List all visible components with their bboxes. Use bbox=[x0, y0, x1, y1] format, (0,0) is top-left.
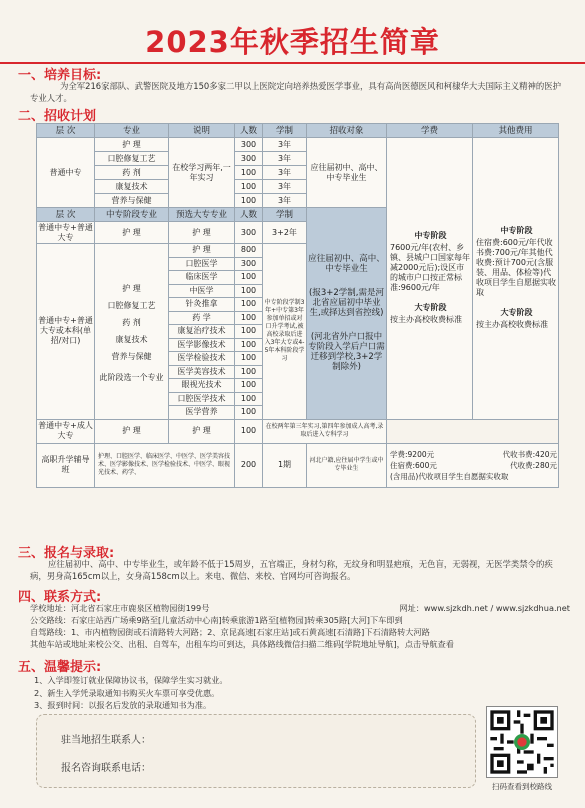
major-item: 康复技术 bbox=[115, 334, 148, 344]
tuition-head: 中专阶段 bbox=[414, 231, 447, 241]
pre-cell: 口腔医学 bbox=[169, 257, 235, 271]
level-cell: 普通中专+普通大专 bbox=[38, 222, 93, 242]
header-cell: 人数 bbox=[235, 124, 263, 138]
bus-route: 公交路线：石家庄站西广场乘9路至[儿童活动中心南]转乘旅游1路至[植物园]转乘305路[大河]下车即到 bbox=[30, 615, 403, 625]
pre-cell: 针灸推拿 bbox=[169, 298, 235, 312]
count-cell: 100 bbox=[235, 311, 263, 325]
count-cell: 100 bbox=[235, 325, 263, 339]
table-row bbox=[37, 419, 559, 443]
count-cell: 100 bbox=[235, 406, 263, 420]
combo-majors-cell bbox=[95, 244, 169, 420]
major-cell: 药 剂 bbox=[95, 166, 169, 180]
gaozhi-fee-2: 住宿费:600元 bbox=[390, 460, 437, 470]
pre-cell: 中医学 bbox=[169, 284, 235, 298]
gaozhi-fee-4: 代收费:280元 bbox=[510, 460, 557, 470]
table-header-1 bbox=[37, 124, 559, 138]
count-cell: 100 bbox=[235, 392, 263, 406]
count-cell: 100 bbox=[235, 284, 263, 298]
count-cell: 100 bbox=[235, 352, 263, 366]
count-cell: 100 bbox=[235, 419, 263, 443]
years-cell: 3年 bbox=[263, 152, 307, 166]
section3-text: 应往届初中、高中、中专毕业生，或年龄不低于15周岁，五官端正，身材匀称，无纹身和明显疤痕，无色盲，无弱视，无医学类禁令的疾病，男身高165cm以上，女身高158cm以上。来电、微信、来校、官网均可咨询报名。 bbox=[30, 559, 553, 581]
blank-cell bbox=[387, 419, 559, 443]
count-cell: 100 bbox=[235, 194, 263, 208]
target-cell-2 bbox=[307, 208, 387, 420]
target-cell: 应往届初中、高中、中专毕业生 bbox=[307, 138, 387, 208]
other-head-2: 大专阶段 bbox=[500, 308, 533, 318]
count-cell: 800 bbox=[235, 244, 263, 258]
tuition-head-2: 大专阶段 bbox=[414, 303, 447, 313]
major-cell: 护 理 bbox=[95, 419, 169, 443]
pre-cell: 眼视光技术 bbox=[169, 379, 235, 393]
local-contact-label: 驻当地招生联系人： bbox=[61, 735, 151, 746]
tips-list bbox=[34, 674, 228, 712]
count-cell: 300 bbox=[235, 152, 263, 166]
header-cell: 招收对象 bbox=[307, 124, 387, 138]
gaozhi-fee-5: (含用品)代收项目学生自愿据实收取 bbox=[390, 471, 509, 481]
major-cell: 口腔修复工艺 bbox=[95, 152, 169, 166]
header-cell: 学制 bbox=[263, 208, 307, 222]
other-route: 其他车站或地址来校公交、出租、自驾车，出租车均可到达，具体路线微信扫描二维码[学院地址导航]，点击导航查看 bbox=[30, 639, 454, 649]
pre-cell: 护 理 bbox=[169, 222, 235, 244]
combo-years-cell: 中专阶段学制3年+中专第3年参加单招或对口升学考试,被高校录取后进入3年大专或4-5年本科阶段学习 bbox=[263, 244, 307, 420]
pre-cell: 医学营养 bbox=[169, 406, 235, 420]
header-cell: 人数 bbox=[235, 208, 263, 222]
years-cell: 3+2年 bbox=[263, 222, 307, 244]
other-text: 住宿费:600元/年代收书费:700元/年其他代收费:预计700元(含服装、用品、体检等)代收项目学生自愿据实收取 bbox=[476, 238, 556, 298]
major-item: 口腔修复工艺 bbox=[107, 300, 156, 310]
header-cell: 预选大专专业 bbox=[169, 208, 235, 222]
tuition-text-2: 按主办高校收费标准 bbox=[390, 315, 462, 325]
years-cell: 1期 bbox=[263, 443, 307, 487]
count-cell: 300 bbox=[235, 257, 263, 271]
count-cell: 100 bbox=[235, 298, 263, 312]
major-item: 营养与保健 bbox=[111, 351, 152, 361]
level-cell: 高职升学辅导班 bbox=[37, 443, 95, 487]
header-cell: 层 次 bbox=[37, 124, 95, 138]
major-cell: 康复技术 bbox=[95, 180, 169, 194]
combo-note: 此阶段选一个专业 bbox=[99, 372, 164, 382]
header-cell: 层 次 bbox=[37, 208, 95, 222]
section3-heading: 三、报名与录取: bbox=[18, 546, 115, 561]
header-cell: 中专阶段专业 bbox=[95, 208, 169, 222]
section4-heading: 四、联系方式: bbox=[18, 590, 102, 605]
tuition-cell bbox=[387, 138, 473, 420]
pre-cell: 医学影像技术 bbox=[169, 338, 235, 352]
note-cell: 在校学习两年,一年实习 bbox=[169, 138, 235, 208]
adult-note-cell: 在校两年第三年实习,第四年参加成人高考,录取后进入专科学习 bbox=[263, 419, 387, 443]
gaozhi-fee-1: 学费:9200元 bbox=[390, 449, 435, 459]
pre-cell: 护 理 bbox=[169, 244, 235, 258]
target-note-1: (报3+2学制,需是河北省应届初中毕业生,或择达到省控线) bbox=[309, 288, 384, 319]
other-fee-cell bbox=[473, 138, 559, 420]
table-row bbox=[37, 138, 559, 152]
pre-cell: 口腔医学技术 bbox=[169, 392, 235, 406]
count-cell: 100 bbox=[235, 180, 263, 194]
target-text: 应往届初中、高中、中专毕业生 bbox=[308, 254, 385, 275]
enrollment-plan-table bbox=[36, 123, 559, 488]
school-website[interactable]: 网址：www.sjzkdh.net / www.sjzkdhua.net bbox=[399, 603, 570, 613]
major-cell: 营养与保健 bbox=[95, 194, 169, 208]
other-head: 中专阶段 bbox=[500, 226, 533, 236]
years-cell: 3年 bbox=[263, 194, 307, 208]
major-item: 药 剂 bbox=[122, 317, 141, 327]
page-title: 2023年秋季招生简章 bbox=[145, 25, 440, 59]
pre-cell: 临床医学 bbox=[169, 271, 235, 285]
count-cell: 200 bbox=[235, 443, 263, 487]
section5-heading: 五、温馨提示: bbox=[18, 660, 102, 675]
years-cell: 3年 bbox=[263, 138, 307, 152]
level-cell: 普通中专+成人大专 bbox=[37, 419, 95, 443]
count-cell: 100 bbox=[235, 338, 263, 352]
major-item: 护 理 bbox=[122, 283, 141, 293]
tip-item: 3、报到时间：以报名后发放的录取通知书为准。 bbox=[34, 700, 212, 710]
tip-item: 1、入学即签订就业保障协议书，保障学生实习就业。 bbox=[34, 675, 228, 685]
count-cell: 300 bbox=[235, 222, 263, 244]
count-cell: 100 bbox=[235, 166, 263, 180]
major-cell: 护 理 bbox=[95, 222, 169, 244]
count-cell: 100 bbox=[235, 379, 263, 393]
tuition-text: 7600元/年(农村、乡镇、县城户口国家每年减2000元后);设区市的城市户口按正常标准:9600元/年 bbox=[390, 243, 470, 293]
section1-text: 为全军216家部队、武警医院及地方150多家二甲以上医院定向培养热爱医学事业，具有高尚医德医风和柯棣华大夫国际主义精神的医护专业人才。 bbox=[30, 81, 561, 103]
pre-cell: 康复治疗技术 bbox=[169, 325, 235, 339]
other-text-2: 按主办高校收费标准 bbox=[476, 320, 548, 330]
pre-cell: 药 学 bbox=[169, 311, 235, 325]
school-address: 学校地址：河北省石家庄市鹿泉区植物园街199号 bbox=[30, 603, 210, 613]
phone-label: 报名咨询联系电话： bbox=[61, 763, 151, 774]
qr-code-icon[interactable] bbox=[486, 706, 558, 778]
major-cell: 护 理 bbox=[95, 138, 169, 152]
header-cell: 其他费用 bbox=[473, 124, 559, 138]
level-cell: 普通中专 bbox=[37, 138, 95, 208]
level-cell: 普通中专+普通大专或本科(单招/对口) bbox=[37, 244, 95, 420]
header-cell: 学费 bbox=[387, 124, 473, 138]
gaozhi-majors-cell: 护理、口腔医学、临床医学、中医学、医学美容技术、医学影像技术、医学检验技术、中医学、眼视光技术、药学、 bbox=[95, 443, 235, 487]
drive-route: 自驾路线：1、市内植物园街或石清路转大河路；2、京昆高速[石家庄站]或石黄高速[石清路]下石清路转大河路 bbox=[30, 627, 430, 637]
count-cell: 300 bbox=[235, 138, 263, 152]
pre-cell: 护 理 bbox=[169, 419, 235, 443]
target-note-2: (河北省外户口报中专阶段入学后户口需迁移到学校,3+2学制除外) bbox=[308, 332, 385, 373]
section2-heading: 二、招收计划 bbox=[18, 109, 97, 124]
gaozhi-fee-cell bbox=[387, 443, 559, 487]
years-cell: 3年 bbox=[263, 180, 307, 194]
section1-heading: 一、培养目标: bbox=[18, 68, 102, 83]
years-cell: 3年 bbox=[263, 166, 307, 180]
qr-caption: 扫码查看到校路线 bbox=[492, 782, 552, 791]
contact-block bbox=[30, 602, 570, 650]
contact-box bbox=[36, 714, 476, 788]
gaozhi-fee-3: 代收书费:420元 bbox=[502, 449, 557, 459]
count-cell: 100 bbox=[235, 365, 263, 379]
pre-cell: 医学检验技术 bbox=[169, 352, 235, 366]
table-row bbox=[37, 443, 559, 487]
target-cell: 河北户籍,应往届中学生或中专毕业生 bbox=[307, 443, 387, 487]
pre-cell: 医学美容技术 bbox=[169, 365, 235, 379]
header-cell: 专业 bbox=[95, 124, 169, 138]
header-cell: 说明 bbox=[169, 124, 235, 138]
tip-item: 2、新生入学凭录取通知书购买火车票可享受优惠。 bbox=[34, 687, 220, 698]
header-cell: 学制 bbox=[263, 124, 307, 138]
count-cell: 100 bbox=[235, 271, 263, 285]
